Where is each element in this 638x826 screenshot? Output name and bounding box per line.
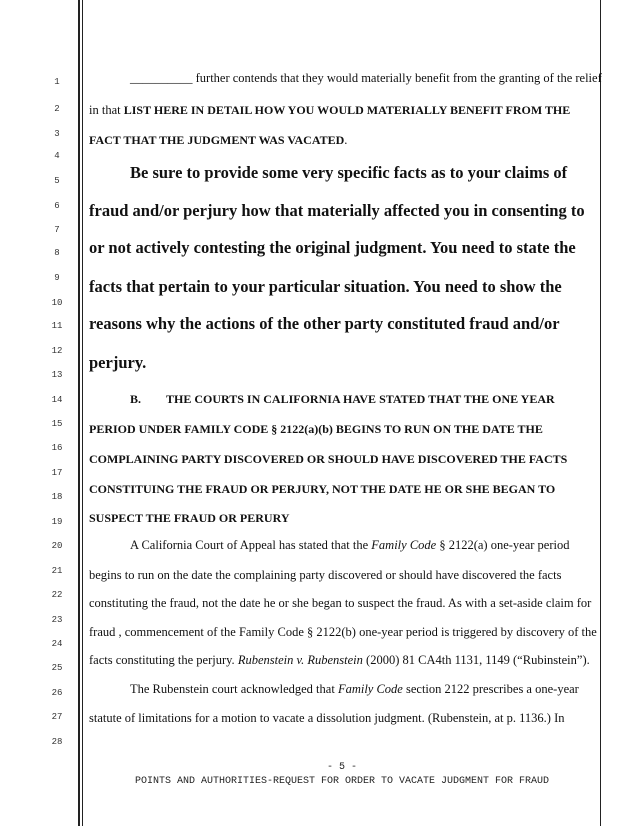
section-heading: THE COURTS IN CALIFORNIA HAVE STATED THAT THE ONE YEAR (166, 392, 555, 406)
body-text: section 2122 prescribes a one-year (402, 682, 579, 696)
line-number: 18 (51, 492, 63, 502)
line-number: 21 (51, 566, 63, 576)
line-number: 8 (54, 248, 60, 258)
line-number: 9 (54, 273, 60, 283)
section-heading-letter: B. (130, 392, 142, 406)
line-number: 6 (54, 201, 60, 211)
placeholder-instruction: LIST HERE IN DETAIL HOW YOU WOULD MATERIALLY BENEFIT FROM THE (123, 103, 571, 117)
instruction-line: fraud and/or perjury how that materially affected you in consenting to (89, 201, 585, 220)
line-number: 24 (51, 639, 63, 649)
body-text: The Rubenstein court acknowledged that (130, 682, 338, 696)
body-line (89, 133, 347, 148)
body-line: __________ further contends that they would materially benefit from the granting of the relief (130, 71, 602, 85)
line-number: 17 (51, 468, 63, 478)
line-number: 5 (54, 176, 60, 186)
line-number: 13 (51, 370, 63, 380)
body-text: . (344, 133, 348, 147)
body-line (89, 653, 590, 668)
line-number: 26 (51, 688, 63, 698)
margin-rule-left-inner (82, 0, 83, 826)
instruction-line: perjury. (89, 353, 147, 372)
line-number: 23 (51, 615, 63, 625)
instruction-line: facts that pertain to your particular situation. You need to show the (89, 277, 562, 296)
body-line (130, 538, 569, 553)
section-heading: PERIOD UNDER FAMILY CODE § 2122(a)(b) BEGINS TO RUN ON THE DATE THE (89, 422, 543, 436)
line-number: 15 (51, 419, 63, 429)
case-citation: Rubenstein v. Rubenstein (237, 653, 363, 667)
body-line: fraud , commencement of the Family Code § 2122(b) one-year period is triggered by discovery of the (89, 625, 597, 639)
line-number: 20 (51, 541, 63, 551)
body-line (89, 103, 570, 118)
margin-rule-right (600, 0, 601, 826)
line-number: 10 (51, 298, 63, 308)
instruction-line: Be sure to provide some very specific facts as to your claims of (130, 163, 568, 182)
line-number: 25 (51, 663, 63, 673)
body-line: begins to run on the date the complaining party discovered or should have discovered the facts (89, 568, 562, 582)
body-text: § 2122(a) one-year period (436, 538, 570, 552)
body-text: (2000) 81 CA4th 1131, 1149 (“Rubinstein”). (362, 653, 590, 667)
line-number: 14 (51, 395, 63, 405)
line-number: 1 (54, 77, 60, 87)
body-text: in that (89, 103, 124, 117)
line-number: 4 (54, 151, 60, 161)
line-number: 22 (51, 590, 63, 600)
italic-citation: Family Code (371, 538, 437, 552)
section-heading: SUSPECT THE FRAUD OR PERURY (89, 511, 290, 525)
body-text: facts constituting the perjury. (89, 653, 238, 667)
placeholder-instruction: FACT THAT THE JUDGMENT WAS VACATED (89, 133, 345, 147)
body-line: constituting the fraud, not the date he or she began to suspect the fraud. As with a set-aside claim for (89, 596, 592, 610)
margin-rule-left-outer (78, 0, 80, 826)
italic-citation: Family Code (337, 682, 403, 696)
line-number: 28 (51, 737, 63, 747)
line-number: 3 (54, 129, 60, 139)
line-number: 16 (51, 443, 63, 453)
body-line: statute of limitations for a motion to vacate a dissolution judgment. (Rubenstein, at p. 1136.) In (89, 711, 565, 725)
line-number: 2 (54, 104, 60, 114)
instruction-line: reasons why the actions of the other party constituted fraud and/or (89, 314, 560, 333)
section-heading: COMPLAINING PARTY DISCOVERED OR SHOULD HAVE DISCOVERED THE FACTS (89, 452, 568, 466)
body-text: A California Court of Appeal has stated that the (130, 538, 372, 552)
line-number: 7 (54, 225, 60, 235)
instruction-line: or not actively contesting the original judgment. You need to state the (89, 238, 576, 257)
section-heading: CONSTITUING THE FRAUD OR PERJURY, NOT THE DATE HE OR SHE BEGAN TO (89, 482, 556, 496)
line-number: 27 (51, 712, 63, 722)
line-number: 11 (51, 321, 63, 331)
body-line (130, 682, 579, 697)
footer-caption: POINTS AND AUTHORITIES-REQUEST FOR ORDER TO VACATE JUDGMENT FOR FRAUD (134, 776, 550, 787)
page-number: - 5 - (326, 762, 357, 773)
line-number: 12 (51, 346, 63, 356)
line-number: 19 (51, 517, 63, 527)
